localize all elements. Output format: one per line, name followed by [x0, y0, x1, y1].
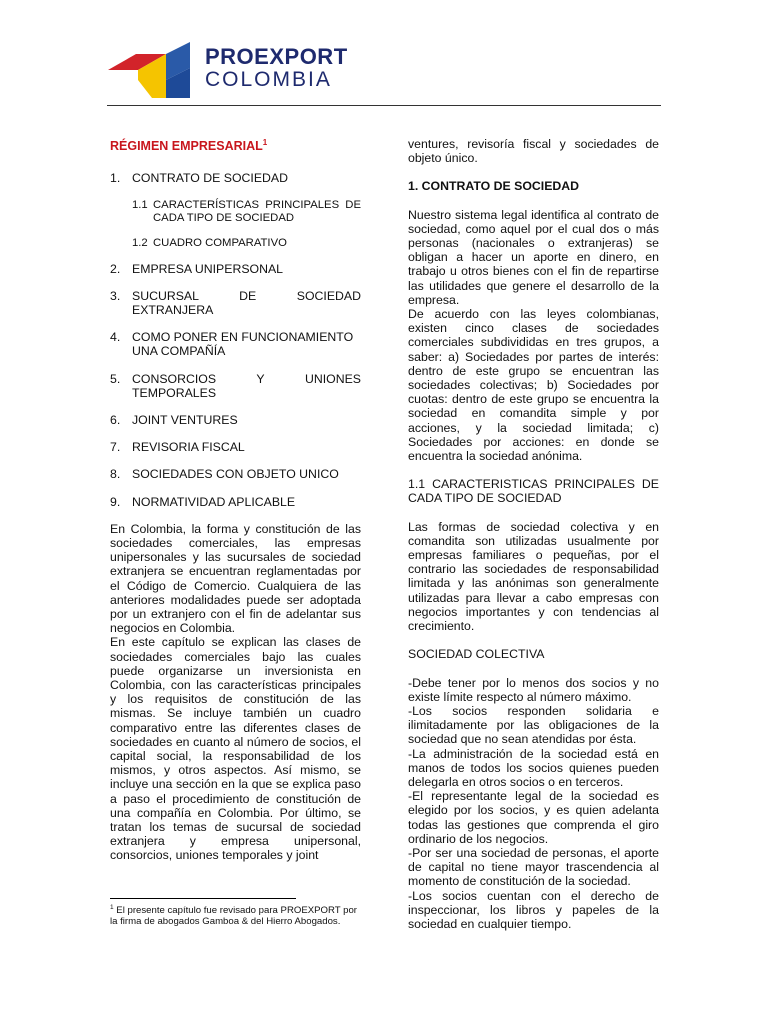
toc-item[interactable]: 6. JOINT VENTURES: [110, 412, 238, 427]
right-column: [408, 137, 659, 931]
toc-item[interactable]: 5. CONSORCIOS Y UNIONES TEMPORALES: [110, 371, 361, 400]
body-paragraph: Las formas de sociedad colectiva y en comandita son utilizadas usualmente por empresas familiares o pequeñas, por el contrario las sociedades de responsabilidad limitada y las anónimas son generalmente utilizadas para llevar a cabo empresas con negocios importantes y con tendencias al crecimiento.: [408, 519, 659, 634]
toc-item[interactable]: 2. EMPRESA UNIPERSONAL: [110, 261, 284, 276]
list-item: -Por ser una sociedad de personas, el aporte de capital no tiene mayor trascendencia al momento de constitución de la sociedad.: [408, 845, 659, 889]
toc-subitem[interactable]: 1.2 CUADRO COMPARATIVO: [132, 236, 287, 249]
footnote: $^1$ El presente capítulo fue revisado para PROEXPORT por la firma de abogados Gamboa & del Hierro Abogados.: [110, 904, 357, 928]
body-paragraph: En este capítulo se explican las clases de sociedades comerciales bajo las cuales puede organizarse un inversionista en Colombia, con las características principales y los requisitos de constitución de las mismas. Se incluye también un cuadro comparativo entre las diferentes clases de sociedades en cuanto al número de socios, el capital social, la responsabilidad de los mismos, y otros aspectos. Así mismo, se incluye una sección en la que se explica paso a paso el procedimiento de constitución de una compañía en Colombia. Por último, se tratan los temas de sucursal de sociedad extranjera y empresa unipersonal, consorcios, uniones temporales y joint: [110, 635, 361, 863]
toc-item[interactable]: 7. REVISORIA FISCAL: [110, 440, 245, 455]
toc-subitem[interactable]: 1.1 CARACTERÍSTICAS PRINCIPALES DE CADA TIPO DE SOCIEDAD: [132, 198, 361, 224]
proexport-logo: [108, 40, 348, 102]
left-column: [110, 136, 361, 863]
list-item: -Los socios cuentan con el derecho de inspeccionar, los libros y papeles de la sociedad en cualquier tiempo.: [408, 888, 659, 931]
section-heading: 1. CONTRATO DE SOCIEDAD: [408, 179, 580, 194]
section-heading: 1.1 CARACTERISTICAS PRINCIPALES DE CADA TIPO DE SOCIEDAD: [408, 477, 659, 506]
logo-yellow-lower-shape: [138, 80, 166, 98]
toc-item[interactable]: 8. SOCIEDADES CON OBJETO UNICO: [110, 467, 339, 482]
brand-country: COLOMBIA: [205, 68, 332, 91]
header-rule: [107, 105, 661, 106]
list-item: -La administración de la sociedad está en manos de todos los socios quienes pueden delegarla en otros socios o en terceros.: [408, 746, 659, 789]
list-item: -Los socios responden solidaria e ilimitadamente por las obligaciones de la sociedad que no sean atendidas por ésta.: [408, 703, 659, 747]
body-paragraph: Nuestro sistema legal identifica al contrato de sociedad, como aquel por el cual dos o más personas (nacionales o extranjeras) se obligan a hacer un aporte en dinero, en trabajo u otros bienes con el fin de repartirse las utilidades que genere el desarrollo de la empresa.: [408, 207, 659, 307]
toc-item[interactable]: 3. SUCURSAL DE SOCIEDAD EXTRANJERA: [110, 288, 361, 317]
section-heading: SOCIEDAD COLECTIVA: [408, 647, 545, 662]
list-item: -Debe tener por lo menos dos socios y no existe límite respecto al número máximo.: [408, 675, 659, 704]
footnote-ref[interactable]: 1: [262, 138, 268, 147]
body-paragraph: En Colombia, la forma y constitución de las sociedades comerciales, las empresas unipersonales y las sucursales de sociedad extranjera se encuentran reglamentadas por el Código de Comercio. Cualquiera de las anteriores modalidades puede ser adoptada por un extranjero con el fin de adelantar sus negocios en Colombia.: [110, 521, 361, 636]
footnote-rule: [110, 898, 296, 899]
toc-item[interactable]: 1. CONTRATO DE SOCIEDAD: [110, 171, 289, 186]
body-paragraph: De acuerdo con las leyes colombianas, existen cinco clases de sociedades comerciales subdivididas en tres grupos, a saber: a) Sociedades por partes de interés: dentro de este grupo se encuentran las sociedades colectivas; b) Sociedades por cuotas: dentro de este grupo se encuentra la sociedad en comandita simple y por acciones, y la sociedad limitada; c) Sociedades por acciones: en donde se encuentra la sociedad anónima.: [408, 307, 659, 464]
toc-item[interactable]: 9. NORMATIVIDAD APLICABLE: [110, 494, 296, 509]
section-title: RÉGIMEN EMPRESARIAL$^1$: [110, 138, 268, 154]
toc-item[interactable]: 4. COMO PONER EN FUNCIONAMIENTO UNA COMPAÑÍA: [110, 330, 354, 359]
list-item: -El representante legal de la sociedad es elegido por los socios, y es quien adelanta todas las gestiones que comprenda el giro ordinario de los negocios.: [408, 789, 659, 846]
body-paragraph: ventures, revisoría fiscal y sociedades de objeto único.: [408, 137, 659, 166]
logo-mark-icon: [108, 40, 203, 102]
brand-name: PROEXPORT: [205, 44, 348, 69]
